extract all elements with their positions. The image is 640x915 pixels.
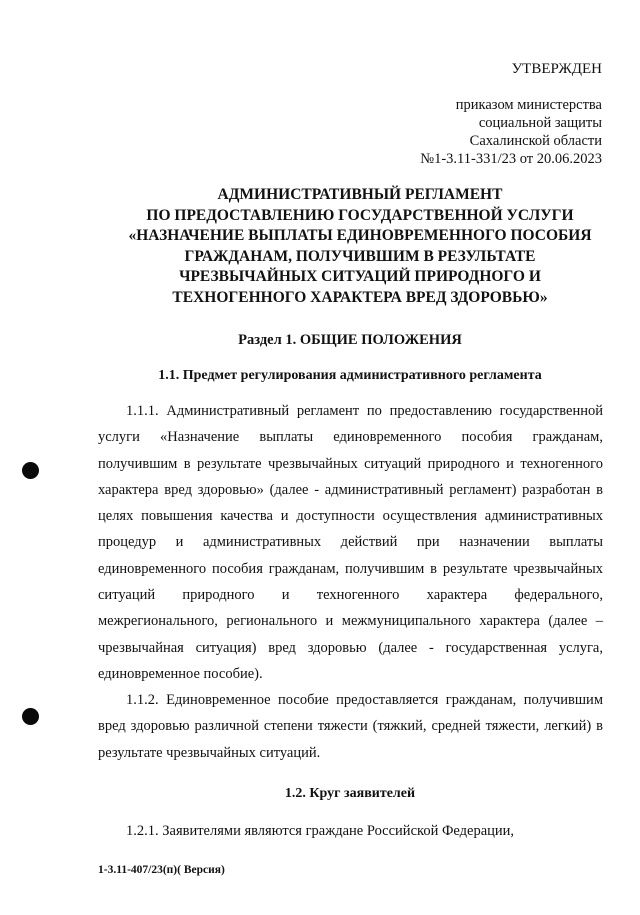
approval-order-number: №1-3.11-331/23 от 20.06.2023 xyxy=(420,151,602,167)
approval-line-1: приказом министерства xyxy=(455,97,602,113)
punch-hole-bottom xyxy=(22,708,39,725)
title-line-2: ПО ПРЕДОСТАВЛЕНИЮ ГОСУДАРСТВЕННОЙ УСЛУГИ xyxy=(146,206,574,224)
title-line-1: АДМИНИСТРАТИВНЫЙ РЕГЛАМЕНТ xyxy=(217,186,503,203)
punch-hole-top xyxy=(22,462,39,479)
approval-line-2: социальной защиты xyxy=(478,115,602,131)
document-footer-code: 1-3.11-407/23(п)( Версия) xyxy=(98,864,225,876)
paragraph-1-1-1: 1.1.1. Административный регламент по предоставлению государственной услуги «Назначение выплаты единовременного пособия гражданам, получившим в результате чрезвычайных ситуаций природного и техногенного характера вред здоровью» (далее - административный регламент) разработан в целях повышения качества и доступности осуществления административных процедур и административных действий при назначении выплаты единовременного пособия гражданам, получившим в результате чрезвычайных ситуаций природного и техногенного характера федерального, межрегионального, регионального и межмуниципального характера (далее – чрезвычайная ситуация) вред здоровью (далее - государственная услуга, единовременное пособие). xyxy=(98,403,603,682)
document-title xyxy=(110,185,610,308)
paragraph-1-1-2: 1.1.2. Единовременное пособие предоставляется гражданам, получившим вред здоровью различной степени тяжести (тяжкий, средней тяжести, легкий) в результате чрезвычайных ситуаций. xyxy=(98,692,603,761)
approval-line-3: Сахалинской области xyxy=(469,133,602,149)
title-line-3: «НАЗНАЧЕНИЕ ВЫПЛАТЫ ЕДИНОВРЕМЕННОГО ПОСОБИЯ xyxy=(128,227,592,244)
title-line-6: ТЕХНОГЕННОГО ХАРАКТЕРА ВРЕД ЗДОРОВЬЮ» xyxy=(172,288,548,306)
title-line-4: ГРАЖДАНАМ, ПОЛУЧИВШИМ В РЕЗУЛЬТАТЕ xyxy=(184,247,536,265)
subsection-1-2-heading: 1.2. Круг заявителей xyxy=(284,786,416,801)
title-line-5: ЧРЕЗВЫЧАЙНЫХ СИТУАЦИЙ ПРИРОДНОГО И xyxy=(179,268,541,285)
section-1-heading: Раздел 1. ОБЩИЕ ПОЛОЖЕНИЯ xyxy=(238,332,462,348)
approved-label: УТВЕРЖДЕН xyxy=(511,61,602,77)
approval-stamp xyxy=(420,60,602,168)
paragraph-1-2-1: 1.2.1. Заявителями являются граждане Российской Федерации, xyxy=(126,823,515,839)
subsection-1-1-heading: 1.1. Предмет регулирования административного регламента xyxy=(158,368,542,383)
